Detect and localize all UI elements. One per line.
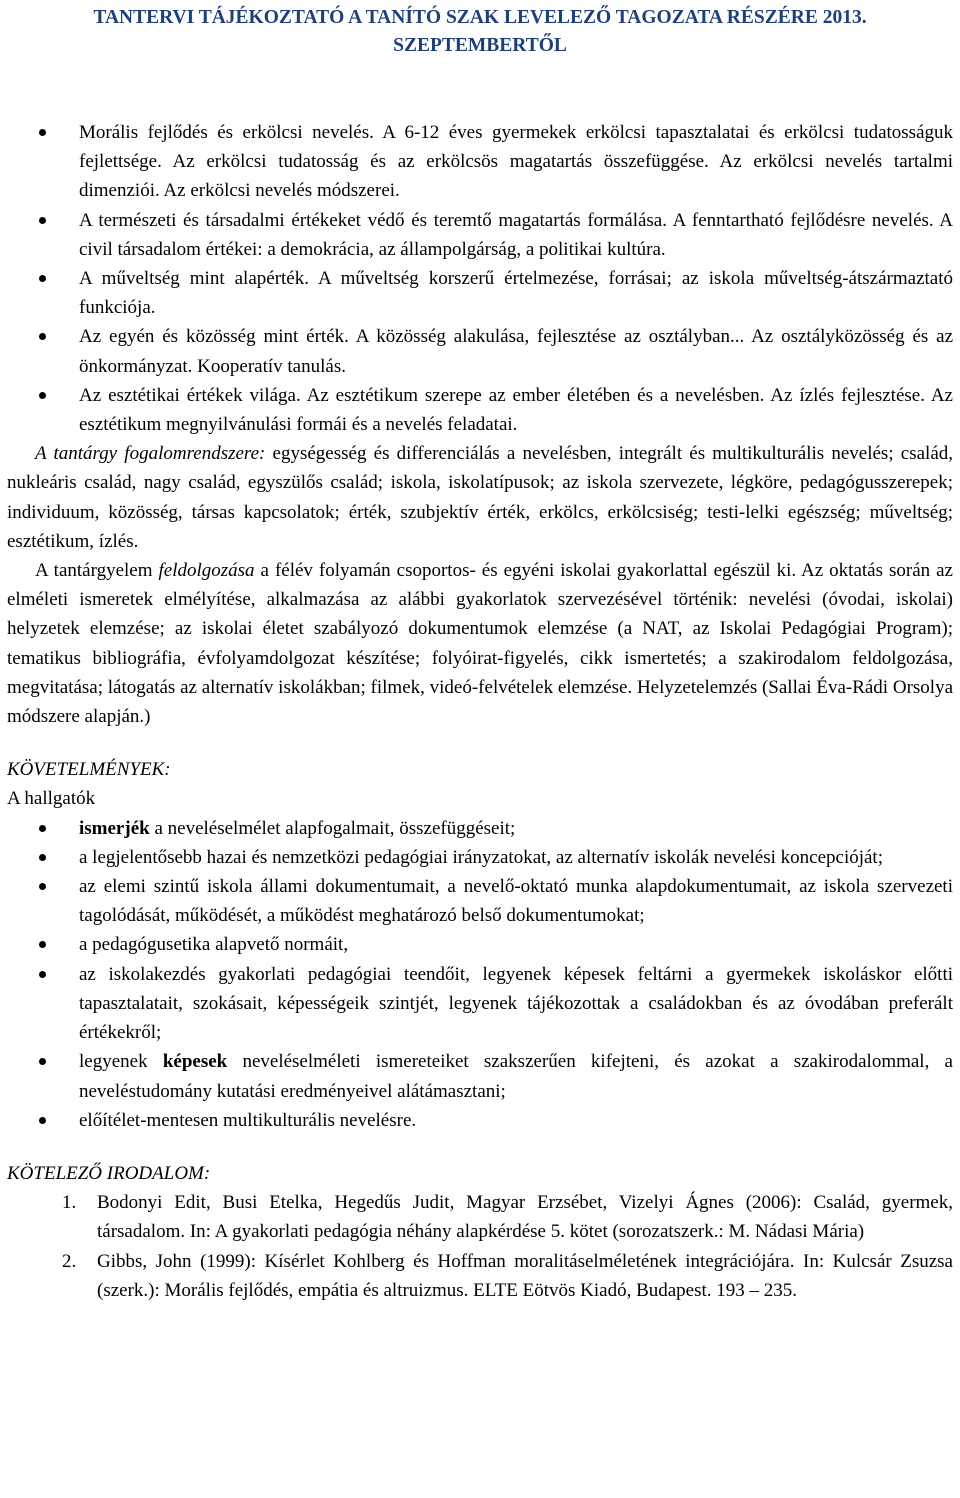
list-item — [0, 264, 960, 322]
topic-text: A műveltség mint alapérték. A műveltség korszerű értelmezése, forrásai; az iskola műveltség-átszármaztató funkciója. — [79, 268, 953, 319]
literature-list — [0, 1188, 960, 1305]
list-item — [0, 118, 960, 206]
processing-paragraph — [0, 556, 960, 731]
bullet-icon — [39, 392, 46, 399]
topic-text: Morális fejlődés és erkölcsi nevelés. A 6-12 éves gyermekek erkölcsi tapasztalatai és erkölcsi tudatosságuk fejlettsége. Az erkölcsi tudatosság és az erkölcsös magatartás összefüggése. Az erkölcsi nevelés tartalmi dimenziói. Az erkölcsi nevelés módszerei. — [79, 122, 953, 202]
topic-text: Az esztétikai értékek világa. Az esztétikum szerepe az ember életében és a nevelésben. Az ízlés fejlesztése. Az esztétikum megnyilvánulási formái és a nevelés feladatai. — [79, 384, 953, 436]
list-item — [0, 843, 960, 872]
list-item — [0, 381, 960, 439]
bullet-icon — [39, 941, 46, 948]
requirements-list — [0, 814, 960, 1135]
header-line-2: SZEPTEMBERTŐL — [393, 35, 567, 56]
requirement-text: az elemi szintű iskola állami dokumentumait, a nevelő-oktató munka alapdokumentumait, az iskola szervezeti tagolódását, működését, a működést meghatározó belső dokumentumokat; — [79, 876, 953, 927]
list-item — [0, 872, 960, 930]
bullet-icon — [39, 1117, 46, 1124]
list-item — [0, 930, 960, 959]
processing-after: a félév folyamán csoportos- és egyéni iskolai gyakorlattal egészül ki. Az oktatás során az elméleti ismeretek elmélyítése, alkalmazása az alábbi gyakorlatok szervezésével történik: nevelési (óvodai, iskolai) helyzetek elemzése; az iskolai életet szabályozó dokumentumok elemzése (a NAT, az Iskolai Pedagógiai Program); tematikus bibliográfia, évfolyamdolgozat készítése; folyóirat-figyelés, cikk ismertetés; a szakirodalom feldolgozása, megvitatása; látogatás az alternatív iskolákban; filmek, videó-felvételek elemzése. Helyzetelemzés (Sallai Éva-Rádi Orsolya módszere alapján.) — [7, 560, 953, 728]
requirement-text: a pedagógusetika alapvető normáit, — [79, 934, 349, 956]
page-header — [0, 0, 960, 60]
reference-number: 1. — [62, 1192, 77, 1214]
requirement-bold: ismerjék — [79, 817, 150, 839]
bullet-icon — [39, 883, 46, 890]
requirement-text: az iskolakezdés gyakorlati pedagógiai teendőit, legyenek képesek feltárni a gyermekek iskoláskor előtti tapasztalatait, szokásait, képességeik szintjét, legyenek tájékozottak a családokban és az óvodában preferált értékekről; — [79, 963, 953, 1044]
list-item — [0, 322, 960, 380]
concepts-paragraph — [0, 439, 960, 556]
list-item — [0, 1247, 960, 1305]
bullet-icon — [39, 129, 46, 136]
processing-before: A tantárgyelem — [35, 560, 159, 582]
processing-italic: feldolgozása — [158, 560, 255, 582]
concepts-label: A tantárgy fogalomrendszere: — [35, 443, 266, 465]
bullet-icon — [39, 971, 46, 978]
requirements-heading: KÖVETELMÉNYEK: — [7, 759, 171, 781]
list-item — [0, 206, 960, 264]
list-item — [0, 814, 960, 843]
bullet-icon — [39, 217, 46, 224]
literature-heading: KÖTELEZŐ IRODALOM: — [7, 1162, 211, 1184]
list-item — [0, 1047, 960, 1105]
bullet-icon — [39, 1058, 46, 1065]
requirement-text: a legjelentősebb hazai és nemzetközi pedagógiai irányzatokat, az alternatív iskolák nevelési koncepcióját; — [79, 846, 883, 868]
requirement-text: előítélet-mentesen multikulturális nevelésre. — [79, 1109, 417, 1131]
list-item — [0, 1188, 960, 1246]
requirement-bold: képesek — [162, 1051, 228, 1073]
list-item — [0, 960, 960, 1048]
topic-list — [0, 118, 960, 439]
bullet-icon — [39, 825, 46, 832]
header-line-1: TANTERVI TÁJÉKOZTATÓ A TANÍTÓ SZAK LEVELEZŐ TAGOZATA RÉSZÉRE 2013. — [93, 7, 867, 28]
bullet-icon — [39, 333, 46, 340]
requirement-text: a neveléselmélet alapfogalmait, összefüggéseit; — [149, 817, 516, 839]
requirement-text: neveléselméleti ismereteiket szakszerűen kifejteni, és azokat a szakirodalommal, a neveléstudomány kutatási eredményeivel alátámasztani; — [79, 1051, 953, 1102]
bullet-icon — [39, 854, 46, 861]
reference-text: Gibbs, John (1999): Kísérlet Kohlberg és Hoffman moralitáselméletének integrációjára. In: Kulcsár Zsuzsa (szerk.): Morális fejlődés, empátia és altruizmus. ELTE Eötvös Kiadó, Budapest. 193 – 235. — [97, 1250, 953, 1301]
reference-number: 2. — [62, 1250, 77, 1272]
bullet-icon — [39, 275, 46, 282]
reference-text: Bodonyi Edit, Busi Etelka, Hegedűs Judit, Magyar Erzsébet, Vizelyi Ágnes (2006): Család, gyermek, társadalom. In: A gyakorlati pedagógia néhány alapkérdése 5. kötet (sorozatszerk.: M. Nádasi Mária) — [97, 1192, 953, 1243]
topic-text: A természeti és társadalmi értékeket védő és teremtő magatartás formálása. A fenntartható fejlődésre nevelés. A civil társadalom értékei: a demokrácia, az állampolgárság, a politikai kultúra. — [79, 209, 953, 260]
requirements-intro: A hallgatók — [7, 788, 96, 810]
list-item — [0, 1106, 960, 1135]
requirement-pre: legyenek — [79, 1051, 163, 1073]
concepts-text: egységesség és differenciálás a nevelésben, integrált és multikulturális nevelés; család, nukleáris család, nagy család, egyszülős család; iskola, iskolatípusok; az iskola szervezete, légköre, pedagógusszerepek; individuum, közösség, társas kapcsolatok; érték, szubjektív érték, erkölcs, erkölcsiség; testi-lelki egészség; műveltség; esztétikum, ízlés. — [7, 443, 954, 552]
topic-text: Az egyén és közösség mint érték. A közösség alakulása, fejlesztése az osztályban... Az osztályközösség és az önkormányzat. Kooperatív tanulás. — [79, 326, 953, 377]
